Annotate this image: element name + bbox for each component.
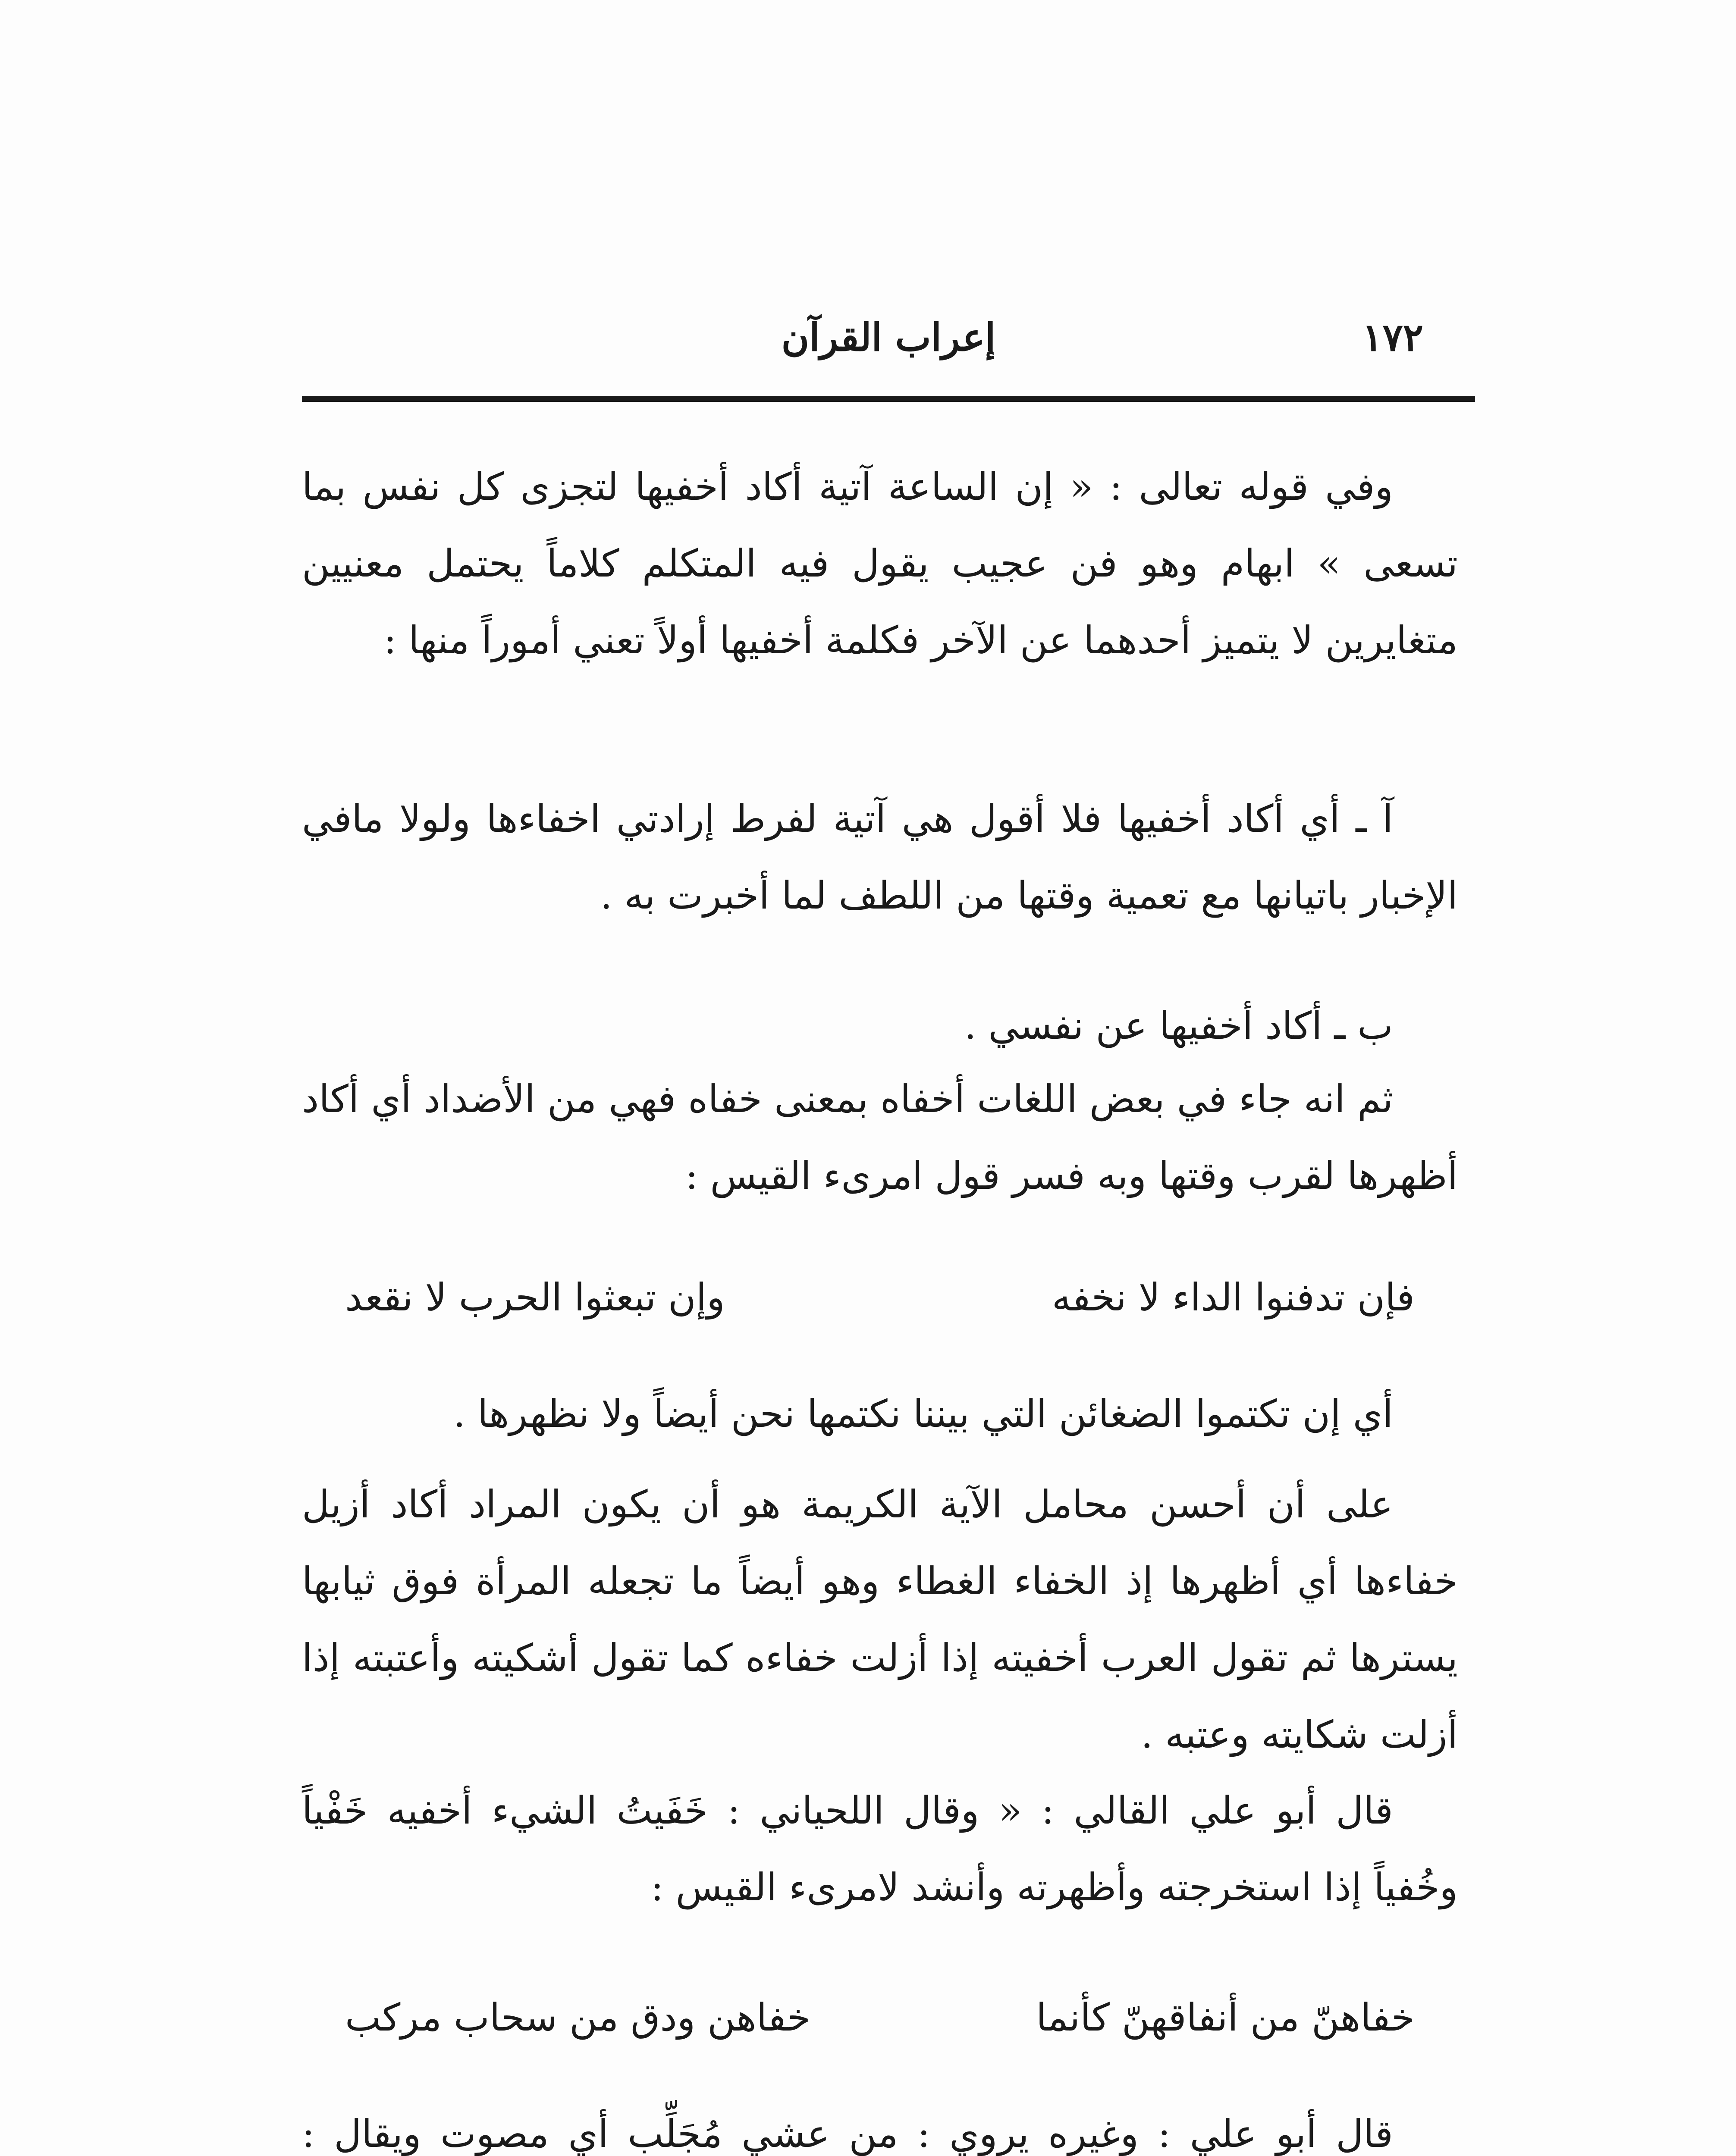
paragraph-3: ب ـ أكاد أخفيها عن نفسي . <box>964 1003 1393 1048</box>
paragraph-5: أي إن تكتموا الضغائن التي بيننا نكتمها نحن أيضاً ولا نظهرها . <box>453 1391 1393 1436</box>
verse-1 <box>345 1259 1415 1337</box>
verse-2 <box>345 1979 1415 2057</box>
paragraph-8: قال أبو علي : وغيره يروي : من عشي مُجَلِّب أي مصوت ويقال : <box>302 2112 1393 2156</box>
verse-2-first-hemistich: خفاهنّ من أنفاقهنّ كأنما <box>1036 1995 1415 2040</box>
paragraph-6: على أن أحسن محامل الآية الكريمة هو أن يكون المراد أكاد أزيل خفاءها أي أظهرها إذ الخفاء الغطاء وهو أيضاً ما تجعله المرأة فوق ثيابها يسترها ثم تقول العرب أخفيته إذا أزلت خفاءه كما تقول أشكيته وأعتبته إذا أزلت شكايته وعتبه . <box>302 1482 1458 1757</box>
paragraph-7: قال أبو علي القالي : « وقال اللحياني : خَفَيتُ الشيء أخفيه خَفْياً وخُفياً إذا استخرجته وأظهرته وأنشد لامرىء القيس : <box>302 1788 1458 1909</box>
verse-1-second-hemistich: وإن تبعثوا الحرب لا نقعد <box>345 1275 725 1319</box>
paragraph-2: آ ـ أي أكاد أخفيها فلا أقول هي آتية لفرط إرادتي اخفاءها ولولا مافي الإخبار باتيانها مع تعمية وقتها من اللطف لما أخبرت به . <box>302 796 1458 918</box>
paragraph-4: ثم انه جاء في بعض اللغات أخفاه بمعنى خفاه فهي من الأضداد أي أكاد أظهرها لقرب وقتها وبه فسر قول امرىء القيس : <box>302 1077 1458 1198</box>
running-title: إعراب القرآن <box>781 315 996 360</box>
header-rule <box>302 396 1475 402</box>
paragraph-1: وفي قوله تعالى : « إن الساعة آتية أكاد أخفيها لتجزى كل نفس بما تسعى » ابهام وهو فن عجيب يقول فيه المتكلم كلاماً يحتمل معنيين متغايرين لا يتميز أحدهما عن الآخر فكلمة أخفيها أولاً تعني أموراً منها : <box>302 464 1458 662</box>
verse-2-second-hemistich: خفاهن ودق من سحاب مركب <box>345 1995 811 2040</box>
verse-1-first-hemistich: فإن تدفنوا الداء لا نخفه <box>1052 1275 1415 1319</box>
page-number: ١٧٢ <box>1362 315 1423 360</box>
